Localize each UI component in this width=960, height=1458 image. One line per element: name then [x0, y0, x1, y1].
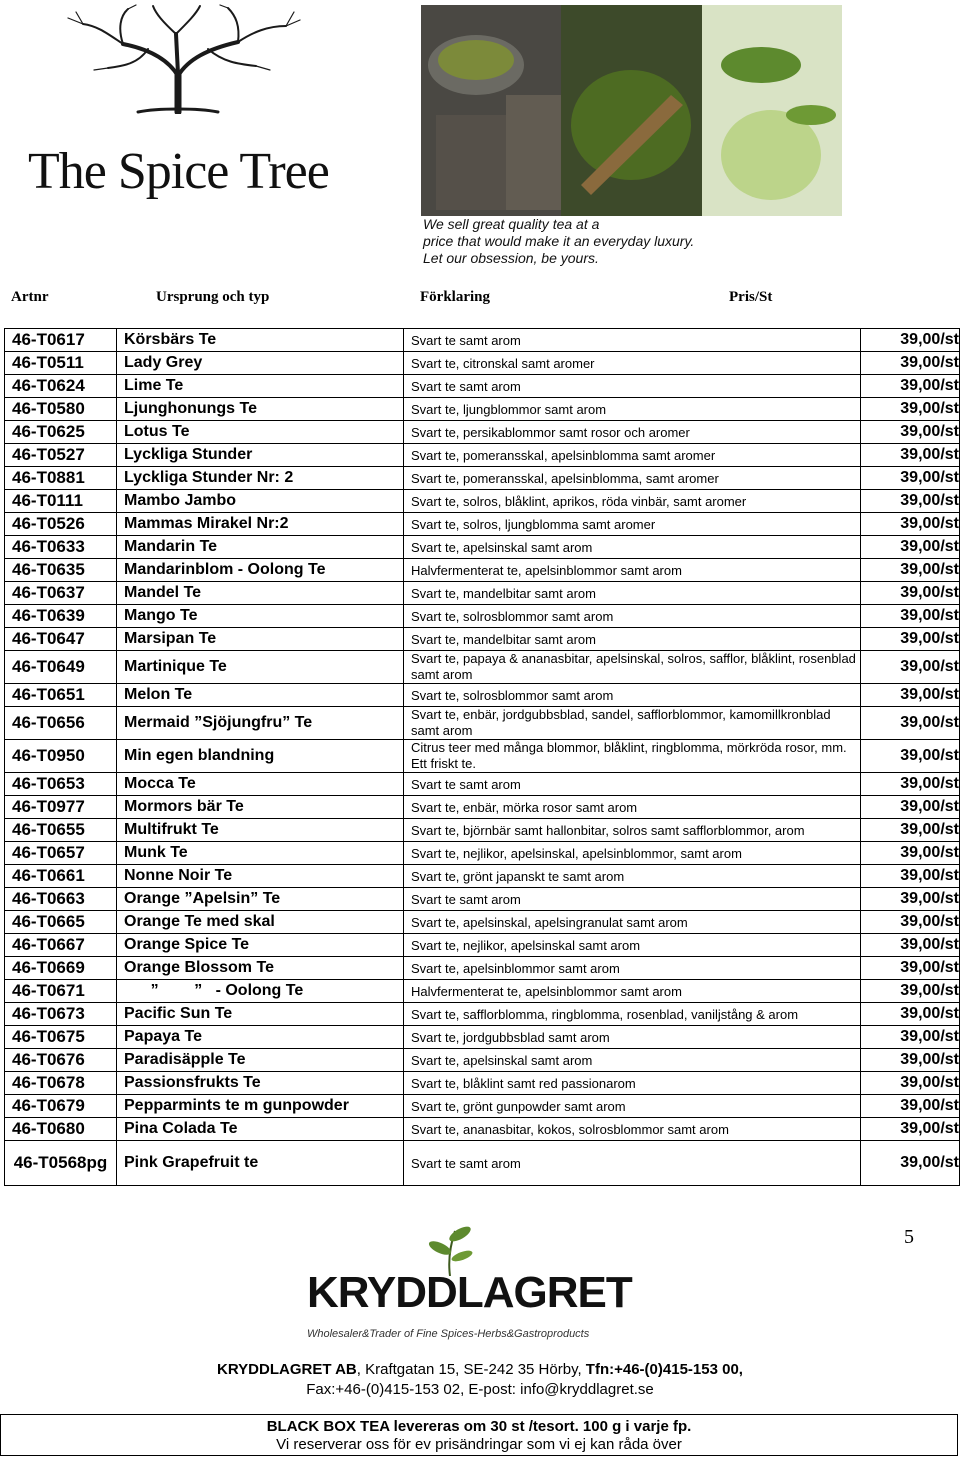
product-name-cell: Orange ”Apelsin” Te	[117, 888, 404, 911]
product-name-cell: Multifrukt Te	[117, 819, 404, 842]
product-name-cell: Orange Spice Te	[117, 934, 404, 957]
artnr-cell: 46-T0950	[5, 740, 117, 773]
product-name-cell: Pink Grapefruit te	[117, 1141, 404, 1186]
artnr-cell: 46-T0656	[5, 707, 117, 740]
price-cell: 39,00/st	[861, 1141, 960, 1186]
table-row	[5, 911, 960, 934]
product-name-cell: Marsipan Te	[117, 628, 404, 651]
artnr-cell: 46-T0649	[5, 651, 117, 684]
price-cell: 39,00/st	[861, 582, 960, 605]
price-cell: 39,00/st	[861, 934, 960, 957]
product-name-cell: Mambo Jambo	[117, 490, 404, 513]
product-name-cell: Körsbärs Te	[117, 329, 404, 352]
product-name-cell: Paradisäpple Te	[117, 1049, 404, 1072]
tagline-line: price that would make it an everyday luxury.	[423, 233, 695, 249]
table-row	[5, 796, 960, 819]
table-row	[5, 513, 960, 536]
description-cell: Svart te, apelsinskal samt arom	[404, 536, 861, 559]
footer-notice	[0, 1414, 958, 1456]
description-cell: Svart te, blåklint samt red passionarom	[404, 1072, 861, 1095]
product-name-cell: Lyckliga Stunder Nr: 2	[117, 467, 404, 490]
price-cell: 39,00/st	[861, 467, 960, 490]
artnr-cell: 46-T0669	[5, 957, 117, 980]
price-cell: 39,00/st	[861, 628, 960, 651]
price-cell: 39,00/st	[861, 957, 960, 980]
company-phone: Tfn:+46-(0)415-153 00,	[585, 1361, 743, 1378]
column-header-ursprung: Ursprung och typ	[156, 289, 270, 305]
artnr-cell: 46-T0568pg	[5, 1141, 117, 1186]
price-cell: 39,00/st	[861, 980, 960, 1003]
description-cell: Svart te, solrosblommor samt arom	[404, 684, 861, 707]
product-name-cell: Mormors bär Te	[117, 796, 404, 819]
logo-subtitle: Wholesaler&Trader of Fine Spices-Herbs&Gastroproducts	[307, 1328, 590, 1340]
brand-name: The Spice Tree	[28, 143, 329, 200]
page-number: 5	[904, 1226, 914, 1248]
tree-icon	[28, 4, 348, 114]
price-cell: 39,00/st	[861, 1049, 960, 1072]
product-name-cell: Lyckliga Stunder	[117, 444, 404, 467]
price-cell: 39,00/st	[861, 1118, 960, 1141]
product-name-cell: Lady Grey	[117, 352, 404, 375]
table-row	[5, 740, 960, 773]
product-name-cell: Nonne Noir Te	[117, 865, 404, 888]
description-cell: Svart te, solros, ljungblomma samt aromer	[404, 513, 861, 536]
table-row	[5, 957, 960, 980]
price-cell: 39,00/st	[861, 329, 960, 352]
table-row	[5, 819, 960, 842]
artnr-cell: 46-T0647	[5, 628, 117, 651]
product-name-cell: Lime Te	[117, 375, 404, 398]
table-row	[5, 559, 960, 582]
artnr-cell: 46-T0667	[5, 934, 117, 957]
table-row	[5, 1049, 960, 1072]
artnr-cell: 46-T0661	[5, 865, 117, 888]
product-name-cell: Orange Te med skal	[117, 911, 404, 934]
description-cell: Svart te, solros, blåklint, aprikos, röda vinbär, samt aromer	[404, 490, 861, 513]
description-cell: Svart te, grönt gunpowder samt arom	[404, 1095, 861, 1118]
product-name-cell: Pepparmints te m gunpowder	[117, 1095, 404, 1118]
price-cell: 39,00/st	[861, 865, 960, 888]
price-cell: 39,00/st	[861, 605, 960, 628]
description-cell: Svart te samt arom	[404, 1141, 861, 1186]
artnr-cell: 46-T0655	[5, 819, 117, 842]
description-cell: Svart te, enbär, jordgubbsblad, sandel, safflorblommor, kamomillkronblad samt arom	[404, 707, 861, 740]
artnr-cell: 46-T0675	[5, 1026, 117, 1049]
price-cell: 39,00/st	[861, 352, 960, 375]
table-row	[5, 329, 960, 352]
product-name-cell: Pina Colada Te	[117, 1118, 404, 1141]
product-name-cell: Mandarinblom - Oolong Te	[117, 559, 404, 582]
product-name-cell: Mocca Te	[117, 773, 404, 796]
artnr-cell: 46-T0637	[5, 582, 117, 605]
artnr-cell: 46-T0639	[5, 605, 117, 628]
description-cell: Svart te, safflorblomma, ringblomma, rosenblad, vaniljstång & arom	[404, 1003, 861, 1026]
table-row	[5, 1072, 960, 1095]
price-cell: 39,00/st	[861, 1072, 960, 1095]
artnr-cell: 46-T0680	[5, 1118, 117, 1141]
price-cell: 39,00/st	[861, 842, 960, 865]
footer-line-2: Vi reserverar oss för ev prisändringar som vi ej kan råda över	[276, 1436, 682, 1453]
artnr-cell: 46-T0679	[5, 1095, 117, 1118]
description-cell: Svart te, apelsinskal, apelsingranulat samt arom	[404, 911, 861, 934]
description-cell: Svart te, apelsinblommor samt arom	[404, 957, 861, 980]
description-cell: Citrus teer med många blommor, blåklint, ringblomma, mörkröda rosor, mm. Ett friskt te.	[404, 740, 861, 773]
table-row	[5, 1026, 960, 1049]
description-cell: Svart te, persikablommor samt rosor och aromer	[404, 421, 861, 444]
price-cell: 39,00/st	[861, 398, 960, 421]
table-row	[5, 773, 960, 796]
table-row	[5, 490, 960, 513]
table-row	[5, 421, 960, 444]
product-name-cell: Min egen blandning	[117, 740, 404, 773]
product-name-cell: Papaya Te	[117, 1026, 404, 1049]
company-address: , Kraftgatan 15, SE-242 35 Hörby,	[356, 1361, 586, 1378]
artnr-cell: 46-T0625	[5, 421, 117, 444]
description-cell: Svart te, mandelbitar samt arom	[404, 628, 861, 651]
product-name-cell: Ljunghonungs Te	[117, 398, 404, 421]
artnr-cell: 46-T0881	[5, 467, 117, 490]
brand-logo	[28, 52, 348, 202]
product-name-cell: Passionsfrukts Te	[117, 1072, 404, 1095]
description-cell: Svart te samt arom	[404, 773, 861, 796]
price-cell: 39,00/st	[861, 1026, 960, 1049]
description-cell: Svart te, nejlikor, apelsinskal samt arom	[404, 934, 861, 957]
price-cell: 39,00/st	[861, 490, 960, 513]
product-name-cell: Pacific Sun Te	[117, 1003, 404, 1026]
artnr-cell: 46-T0977	[5, 796, 117, 819]
artnr-cell: 46-T0678	[5, 1072, 117, 1095]
description-cell: Svart te samt arom	[404, 375, 861, 398]
price-cell: 39,00/st	[861, 1095, 960, 1118]
product-name-cell: Mandarin Te	[117, 536, 404, 559]
artnr-cell: 46-T0663	[5, 888, 117, 911]
price-cell: 39,00/st	[861, 911, 960, 934]
table-row	[5, 1003, 960, 1026]
tagline-line: We sell great quality tea at a	[423, 216, 600, 232]
description-cell: Svart te, pomeransskal, apelsinblomma, samt aromer	[404, 467, 861, 490]
price-cell: 39,00/st	[861, 444, 960, 467]
table-row	[5, 888, 960, 911]
product-name-cell: Orange Blossom Te	[117, 957, 404, 980]
artnr-cell: 46-T0511	[5, 352, 117, 375]
table-row	[5, 628, 960, 651]
table-row	[5, 582, 960, 605]
column-header-pris: Pris/St	[729, 289, 773, 305]
artnr-cell: 46-T0657	[5, 842, 117, 865]
table-row	[5, 842, 960, 865]
price-cell: 39,00/st	[861, 796, 960, 819]
artnr-cell: 46-T0635	[5, 559, 117, 582]
kryddlagret-logo	[305, 1228, 632, 1348]
product-table	[4, 328, 960, 1186]
artnr-cell: 46-T0617	[5, 329, 117, 352]
description-cell: Svart te, citronskal samt aromer	[404, 352, 861, 375]
price-cell: 39,00/st	[861, 684, 960, 707]
artnr-cell: 46-T0676	[5, 1049, 117, 1072]
product-name-cell: Mango Te	[117, 605, 404, 628]
tagline-line: Let our obsession, be yours.	[423, 250, 599, 266]
artnr-cell: 46-T0671	[5, 980, 117, 1003]
tea-photo-collage	[421, 5, 842, 216]
description-cell: Halvfermenterat te, apelsinblommor samt arom	[404, 559, 861, 582]
table-row	[5, 707, 960, 740]
product-name-cell: Martinique Te	[117, 651, 404, 684]
tagline	[423, 216, 694, 267]
description-cell: Svart te, pomeransskal, apelsinblomma samt aromer	[404, 444, 861, 467]
description-cell: Svart te, solrosblommor samt arom	[404, 605, 861, 628]
company-name: KRYDDLAGRET AB	[217, 1361, 357, 1378]
product-name-cell: ” ” - Oolong Te	[117, 980, 404, 1003]
table-row	[5, 352, 960, 375]
table-row	[5, 467, 960, 490]
logo-wordmark: KRYDDLAGRET	[307, 1268, 632, 1317]
description-cell: Svart te, grönt japanskt te samt arom	[404, 865, 861, 888]
contact-line-1	[0, 1361, 960, 1378]
description-cell: Svart te, papaya & ananasbitar, apelsinskal, solros, safflor, blåklint, rosenblad samt arom	[404, 651, 861, 684]
price-cell: 39,00/st	[861, 707, 960, 740]
table-row	[5, 684, 960, 707]
description-cell: Svart te, jordgubbsblad samt arom	[404, 1026, 861, 1049]
description-cell: Halvfermenterat te, apelsinblommor samt arom	[404, 980, 861, 1003]
price-cell: 39,00/st	[861, 421, 960, 444]
description-cell: Svart te samt arom	[404, 888, 861, 911]
price-cell: 39,00/st	[861, 651, 960, 684]
price-cell: 39,00/st	[861, 559, 960, 582]
column-header-forklaring: Förklaring	[420, 289, 490, 305]
artnr-cell: 46-T0633	[5, 536, 117, 559]
description-cell: Svart te, ljungblommor samt arom	[404, 398, 861, 421]
table-row	[5, 398, 960, 421]
artnr-cell: 46-T0111	[5, 490, 117, 513]
product-name-cell: Mandel Te	[117, 582, 404, 605]
artnr-cell: 46-T0527	[5, 444, 117, 467]
artnr-cell: 46-T0673	[5, 1003, 117, 1026]
description-cell: Svart te, enbär, mörka rosor samt arom	[404, 796, 861, 819]
price-cell: 39,00/st	[861, 773, 960, 796]
description-cell: Svart te, björnbär samt hallonbitar, solros samt safflorblommor, arom	[404, 819, 861, 842]
table-row	[5, 536, 960, 559]
price-cell: 39,00/st	[861, 740, 960, 773]
artnr-cell: 46-T0624	[5, 375, 117, 398]
table-row	[5, 1118, 960, 1141]
product-name-cell: Mermaid ”Sjöjungfru” Te	[117, 707, 404, 740]
price-cell: 39,00/st	[861, 536, 960, 559]
product-name-cell: Melon Te	[117, 684, 404, 707]
price-cell: 39,00/st	[861, 819, 960, 842]
product-name-cell: Mammas Mirakel Nr:2	[117, 513, 404, 536]
description-cell: Svart te samt arom	[404, 329, 861, 352]
artnr-cell: 46-T0651	[5, 684, 117, 707]
table-row	[5, 651, 960, 684]
table-row	[5, 1141, 960, 1186]
price-cell: 39,00/st	[861, 1003, 960, 1026]
product-name-cell: Lotus Te	[117, 421, 404, 444]
column-header-artnr: Artnr	[11, 289, 49, 305]
artnr-cell: 46-T0580	[5, 398, 117, 421]
contact-line-2: Fax:+46-(0)415-153 02, E-post: info@kryddlagret.se	[306, 1381, 654, 1398]
table-row	[5, 980, 960, 1003]
description-cell: Svart te, nejlikor, apelsinskal, apelsinblommor, samt arom	[404, 842, 861, 865]
product-name-cell: Munk Te	[117, 842, 404, 865]
table-row	[5, 444, 960, 467]
table-row	[5, 934, 960, 957]
price-cell: 39,00/st	[861, 375, 960, 398]
price-cell: 39,00/st	[861, 888, 960, 911]
footer-line-1: BLACK BOX TEA levereras om 30 st /tesort. 100 g i varje fp.	[266, 1418, 692, 1435]
artnr-cell: 46-T0526	[5, 513, 117, 536]
table-row	[5, 865, 960, 888]
artnr-cell: 46-T0665	[5, 911, 117, 934]
table-row	[5, 375, 960, 398]
description-cell: Svart te, apelsinskal samt arom	[404, 1049, 861, 1072]
table-row	[5, 1095, 960, 1118]
description-cell: Svart te, ananasbitar, kokos, solrosblommor samt arom	[404, 1118, 861, 1141]
artnr-cell: 46-T0653	[5, 773, 117, 796]
price-cell: 39,00/st	[861, 513, 960, 536]
description-cell: Svart te, mandelbitar samt arom	[404, 582, 861, 605]
table-row	[5, 605, 960, 628]
